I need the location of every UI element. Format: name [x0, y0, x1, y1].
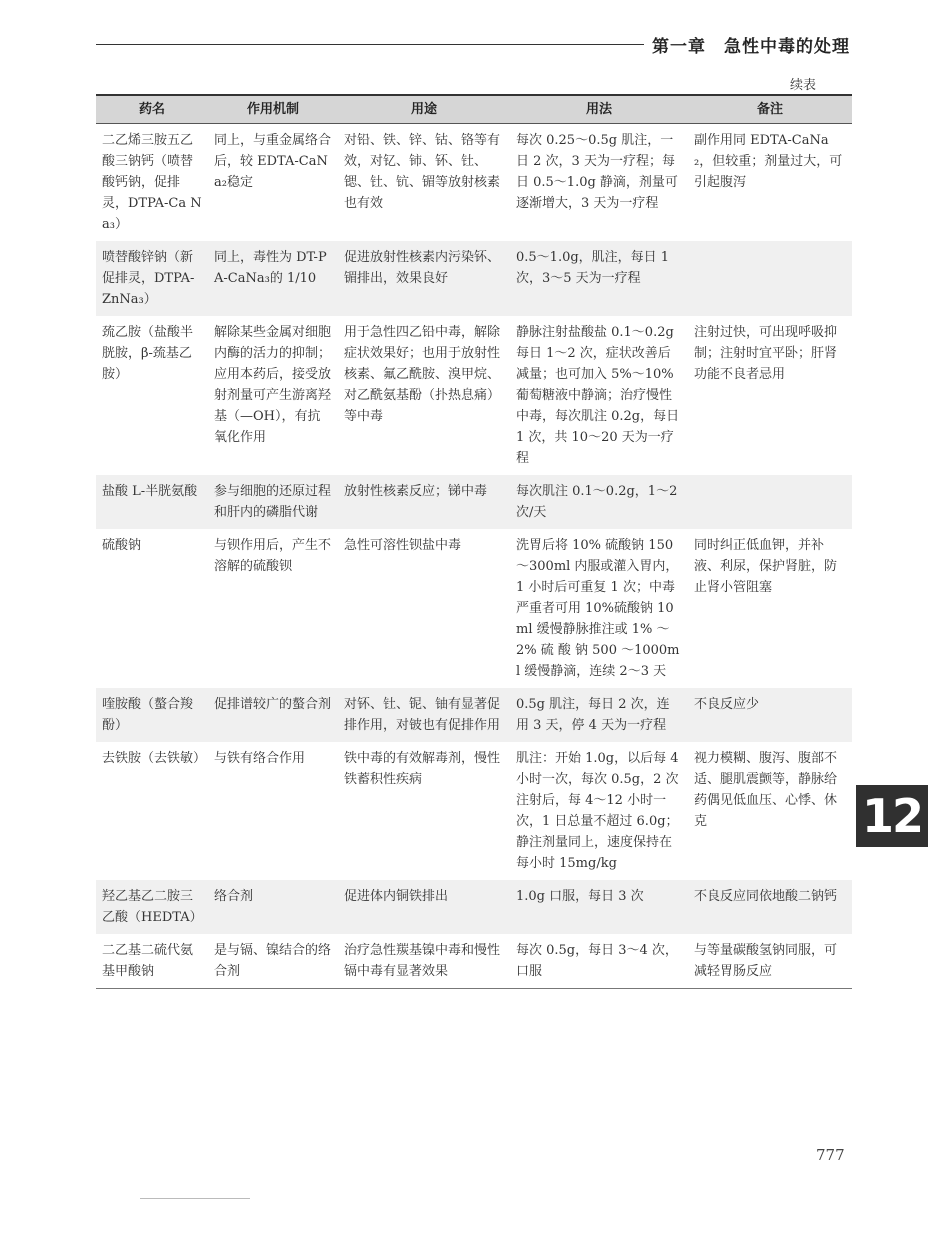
table-row	[96, 475, 852, 529]
remark-cell: 副作用同 EDTA-CaNa₂，但较重；剂量过大，可引起腹泻	[694, 133, 843, 190]
continued-label: 续表	[790, 78, 817, 93]
use-cell: 放射性核素反应；锑中毒	[338, 475, 510, 529]
table-row	[96, 124, 852, 242]
usage-cell: 0.5～1.0g，肌注，每日 1 次，3～5 天为一疗程	[510, 241, 688, 316]
column-header-remark: 备注	[688, 95, 852, 124]
drug-name-cell: 喷替酸锌钠（新促排灵，DTPA-ZnNa₃）	[96, 241, 208, 316]
mechanism-cell: 与钡作用后，产生不溶解的硫酸钡	[214, 538, 332, 574]
remark-cell: 同时纠正低血钾，并补液、利尿，保护肾脏，防止肾小管阻塞	[694, 538, 838, 595]
mechanism-cell: 是与镉、镍结合的络合剂	[208, 934, 338, 989]
usage-cell: 每次肌注 0.1～0.2g，1～2 次/天	[510, 475, 688, 529]
drug-name-cell: 二乙烯三胺五乙酸三钠钙（喷替酸钙钠，促排灵，DTPA-Ca Na₃）	[102, 133, 202, 232]
remark-cell	[688, 241, 852, 316]
usage-cell: 0.5g 肌注，每日 2 次，连用 3 天，停 4 天为一疗程	[510, 688, 688, 742]
table-row	[96, 241, 852, 316]
drug-table	[96, 94, 852, 989]
table-row	[96, 742, 852, 880]
remark-cell: 与等量碳酸氢钠同服，可减轻胃肠反应	[688, 934, 852, 989]
table-row	[96, 316, 852, 475]
column-header-mechanism: 作用机制	[208, 95, 338, 124]
use-cell: 急性可溶性钡盐中毒	[344, 538, 462, 553]
use-cell: 用于急性四乙铅中毒，解除症状效果好；也用于放射性核素、氟乙酰胺、溴甲烷、对乙酰氨基酚（扑热息痛）等中毒	[344, 325, 501, 424]
use-cell: 对铅、铁、锌、钴、铬等有效，对钇、铈、钚、钍、锶、钍、钪、镅等放射核素也有效	[344, 133, 501, 211]
use-cell: 促进体内铜铁排出	[338, 880, 510, 934]
table-row	[96, 529, 852, 688]
drug-name-cell: 盐酸 L-半胱氨酸	[96, 475, 208, 529]
usage-cell: 肌注：开始 1.0g，以后每 4 小时一次，每次 0.5g，2 次注射后，每 4～12 小时一次，1 日总量不超过 6.0g；静注剂量同上，速度保持在每小时 15mg/kg	[516, 751, 679, 871]
mechanism-cell: 同上，毒性为 DT-PA-CaNa₃的 1/10	[208, 241, 338, 316]
usage-cell: 静脉注射盐酸盐 0.1～0.2g 每日 1～2 次，症状改善后减量；也可加入 5%～10% 葡萄糖液中静滴；治疗慢性中毒，每次肌注 0.2g，每日 1 次，共 10～20 天为一疗程	[516, 325, 680, 466]
column-header-name: 药名	[96, 95, 208, 124]
use-cell: 治疗急性羰基镍中毒和慢性镉中毒有显著效果	[338, 934, 510, 989]
column-header-use: 用途	[338, 95, 510, 124]
table-row	[96, 934, 852, 989]
remark-cell: 不良反应少	[688, 688, 852, 742]
chapter-title: 第一章 急性中毒的处理	[652, 37, 850, 57]
remark-cell: 注射过快，可出现呼吸抑制；注射时宜平卧；肝肾功能不良者忌用	[694, 325, 838, 382]
mechanism-cell: 参与细胞的还原过程和肝内的磷脂代谢	[208, 475, 338, 529]
remark-cell	[688, 475, 852, 529]
drug-name-cell: 喹胺酸（螯合羧酚）	[96, 688, 208, 742]
drug-name-cell: 去铁胺（去铁敏）	[102, 751, 207, 766]
usage-cell: 洗胃后将 10% 硫酸钠 150～300ml 内服或灌入胃内，1 小时后可重复 1 次；中毒严重者可用 10%硫酸钠 10ml 缓慢静脉推注或 1% ～2% 硫 酸 钠 500 ～1000ml 缓慢静滴，连续 2～3 天	[516, 538, 680, 679]
mechanism-cell: 同上，与重金属络合后，较 EDTA-CaNa₂稳定	[214, 133, 332, 190]
mechanism-cell: 解除某些金属对细胞内酶的活力的抑制；应用本药后，接受放射剂量可产生游离羟基（—OH），有抗氧化作用	[214, 325, 332, 445]
table-header-row	[96, 95, 852, 124]
page-number: 777	[816, 1146, 845, 1164]
usage-cell: 每次 0.25～0.5g 肌注，一日 2 次，3 天为一疗程；每日 0.5～1.0g 静滴，剂量可逐渐增大，3 天为一疗程	[516, 133, 678, 211]
header-rule	[96, 44, 644, 45]
remark-cell: 视力模糊、腹泻、腹部不适、腿肌震颤等，静脉给药偶见低血压、心悸、休克	[694, 751, 838, 829]
use-cell: 对钚、钍、铌、铀有显著促排作用，对铍也有促排作用	[338, 688, 510, 742]
drug-table-wrapper	[96, 94, 852, 989]
chapter-tab: 12	[856, 785, 928, 847]
drug-name-cell: 巯乙胺（盐酸半胱胺，β-巯基乙胺）	[102, 325, 194, 382]
bottom-rule	[140, 1198, 250, 1199]
drug-name-cell: 二乙基二硫代氨基甲酸钠	[96, 934, 208, 989]
usage-cell: 1.0g 口服，每日 3 次	[510, 880, 688, 934]
usage-cell: 每次 0.5g，每日 3～4 次，口服	[510, 934, 688, 989]
mechanism-cell: 促排谱较广的螯合剂	[208, 688, 338, 742]
table-row	[96, 880, 852, 934]
drug-name-cell: 羟乙基乙二胺三乙酸（HEDTA）	[96, 880, 208, 934]
use-cell: 铁中毒的有效解毒剂，慢性铁蓄积性疾病	[344, 751, 501, 787]
mechanism-cell: 与铁有络合作用	[214, 751, 306, 766]
remark-cell: 不良反应同依地酸二钠钙	[688, 880, 852, 934]
column-header-usage: 用法	[510, 95, 688, 124]
drug-name-cell: 硫酸钠	[102, 538, 142, 553]
mechanism-cell: 络合剂	[208, 880, 338, 934]
table-row	[96, 688, 852, 742]
use-cell: 促进放射性核素内污染钚、镅排出，效果良好	[338, 241, 510, 316]
